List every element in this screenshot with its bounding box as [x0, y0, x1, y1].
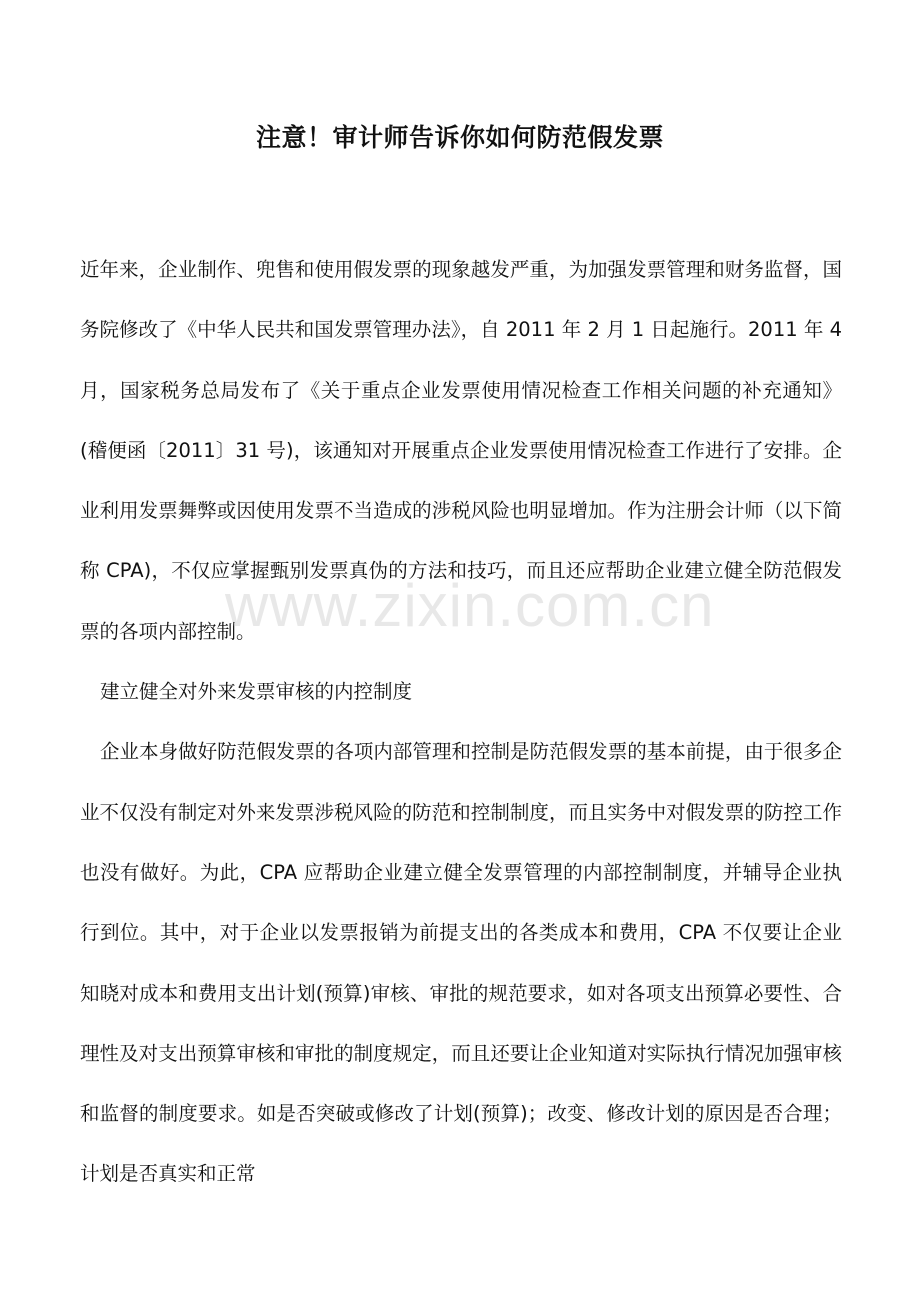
- watermark: www.zixin.com.cn: [225, 572, 715, 639]
- paragraph-internal-control: 企业本身做好防范假发票的各项内部管理和控制是防范假发票的基本前提，由于很多企业不仅没有制定对外来发票涉税风险的防范和控制制度，而且实务中对假发票的防控工作也没有做好。为此，CPA 应帮助企业建立健全发票管理的内部控制制度，并辅导企业执行到位。其中，对于企业以发票报销为前提支出的各类成本和费用，CPA 不仅要让企业知晓对成本和费用支出计划(预算)审核、审批的规范要求，如对各项支出预算必要性、合理性及对支出预算审核和审批的制度规定，而且还要让企业知道对实际执行情况加强审核和监督的制度要求。如是否突破或修改了计划(预算)；改变、修改计划的原因是否合理；计划是否真实和正常: [80, 740, 842, 1186]
- document-body: [80, 240, 842, 1205]
- document-title: 注意！审计师告诉你如何防范假发票: [255, 123, 664, 152]
- paragraph-intro: 近年来，企业制作、兜售和使用假发票的现象越发严重，为加强发票管理和财务监督，国务院修改了《中华人民共和国发票管理办法》，自 2011 年 2 月 1 日起施行。2011 年 4 月，国家税务总局发布了《关于重点企业发票使用情况检查工作相关问题的补充通知》(稽便函〔2011〕31 号)，该通知对开展重点企业发票使用情况检查工作进行了安排。企业利用发票舞弊或因使用发票不当造成的涉税风险也明显增加。作为注册会计师（以下简称 CPA)，不仅应掌握甄别发票真伪的方法和技巧，而且还应帮助企业建立健全防范假发票的各项内部控制。: [80, 258, 842, 643]
- section-heading: 建立健全对外来发票审核的内控制度: [100, 680, 413, 704]
